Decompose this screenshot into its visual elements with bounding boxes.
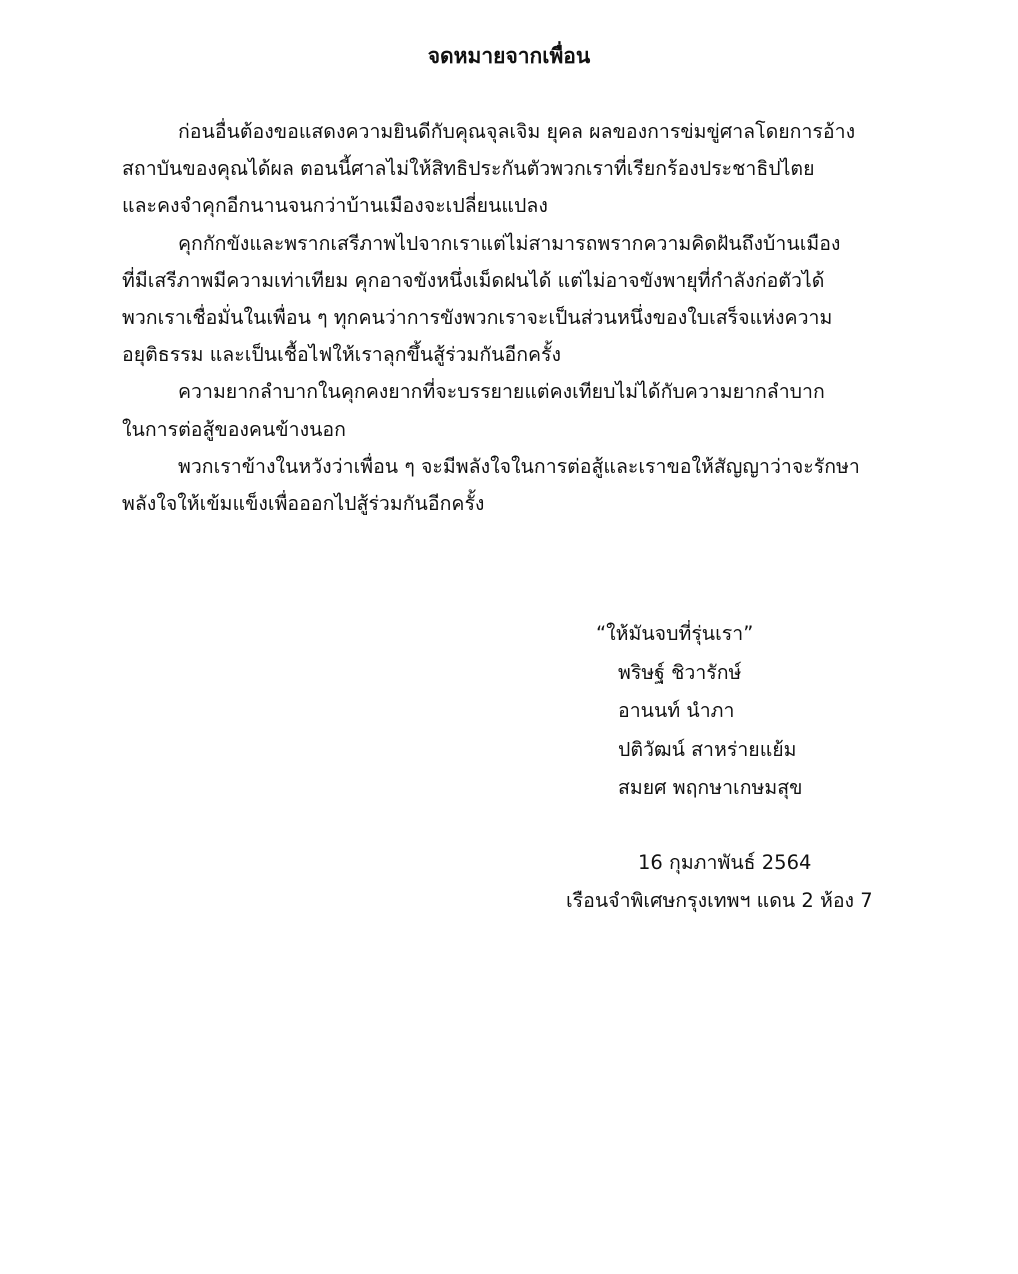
signature-motto: “ให้มันจบที่รุ่นเรา”: [596, 622, 754, 645]
signatory-name: อานนท์ นำภา: [618, 699, 735, 722]
date-place-block: [560, 844, 980, 920]
letter-date: 16 กุมภาพันธ์ 2564: [638, 851, 812, 874]
paragraph-2: [122, 225, 896, 374]
paragraph-line: ความยากลำบากในคุกคงยากที่จะบรรยายแต่คงเทียบไม่ได้กับความยากลำบาก: [178, 380, 825, 404]
paragraph-line: ในการต่อสู้ของคนข้างนอก: [122, 417, 346, 441]
paragraph-line: ที่มีเสรีภาพมีความเท่าเทียม คุกอาจขังหนึ่งเม็ดฝนได้ แต่ไม่อาจขังพายุที่กำลังก่อตัวได้: [122, 268, 825, 292]
paragraph-line: พลังใจให้เข้มแข็งเพื่อออกไปสู้ร่วมกันอีกครั้ง: [122, 492, 485, 516]
letter-title: จดหมายจากเพื่อน: [427, 44, 591, 68]
paragraph-line: และคงจำคุกอีกนานจนกว่าบ้านเมืองจะเปลี่ยนแปลง: [122, 194, 548, 218]
signatory-name: พริษฐ์ ชิวารักษ์: [618, 660, 742, 684]
paragraph-line: อยุติธรรม และเป็นเชื้อไฟให้เราลุกขึ้นสู้ร่วมกันอีกครั้ง: [122, 343, 562, 367]
paragraph-line: คุกกักขังและพรากเสรีภาพไปจากเราแต่ไม่สามารถพรากความคิดฝันถึงบ้านเมือง: [178, 231, 841, 255]
letter-place: เรือนจำพิเศษกรุงเทพฯ แดน 2 ห้อง 7: [566, 889, 873, 912]
paragraph-1: [122, 113, 896, 225]
paragraph-4: [122, 448, 896, 522]
paragraph-3: [122, 373, 896, 447]
paragraph-line: สถาบันของคุณได้ผล ตอนนี้ศาลไม่ให้สิทธิประกันตัวพวกเราที่เรียกร้องประชาธิปไตย: [122, 157, 815, 181]
letter-body: [122, 113, 896, 522]
paragraph-line: พวกเราข้างในหวังว่าเพื่อน ๆ จะมีพลังใจในการต่อสู้และเราขอให้สัญญาว่าจะรักษา: [178, 454, 860, 478]
signatory-name: สมยศ พฤกษาเกษมสุข: [618, 776, 803, 799]
paragraph-line: ก่อนอื่นต้องขอแสดงความยินดีกับคุณจุลเจิม ยุคล ผลของการข่มขู่ศาลโดยการอ้าง: [178, 120, 856, 143]
signature-block: [596, 615, 976, 808]
paragraph-line: พวกเราเชื่อมั่นในเพื่อน ๆ ทุกคนว่าการขังพวกเราจะเป็นส่วนหนึ่งของใบเสร็จแห่งความ: [122, 306, 833, 330]
signatory-name: ปติวัฒน์ สาหร่ายแย้ม: [618, 737, 797, 761]
